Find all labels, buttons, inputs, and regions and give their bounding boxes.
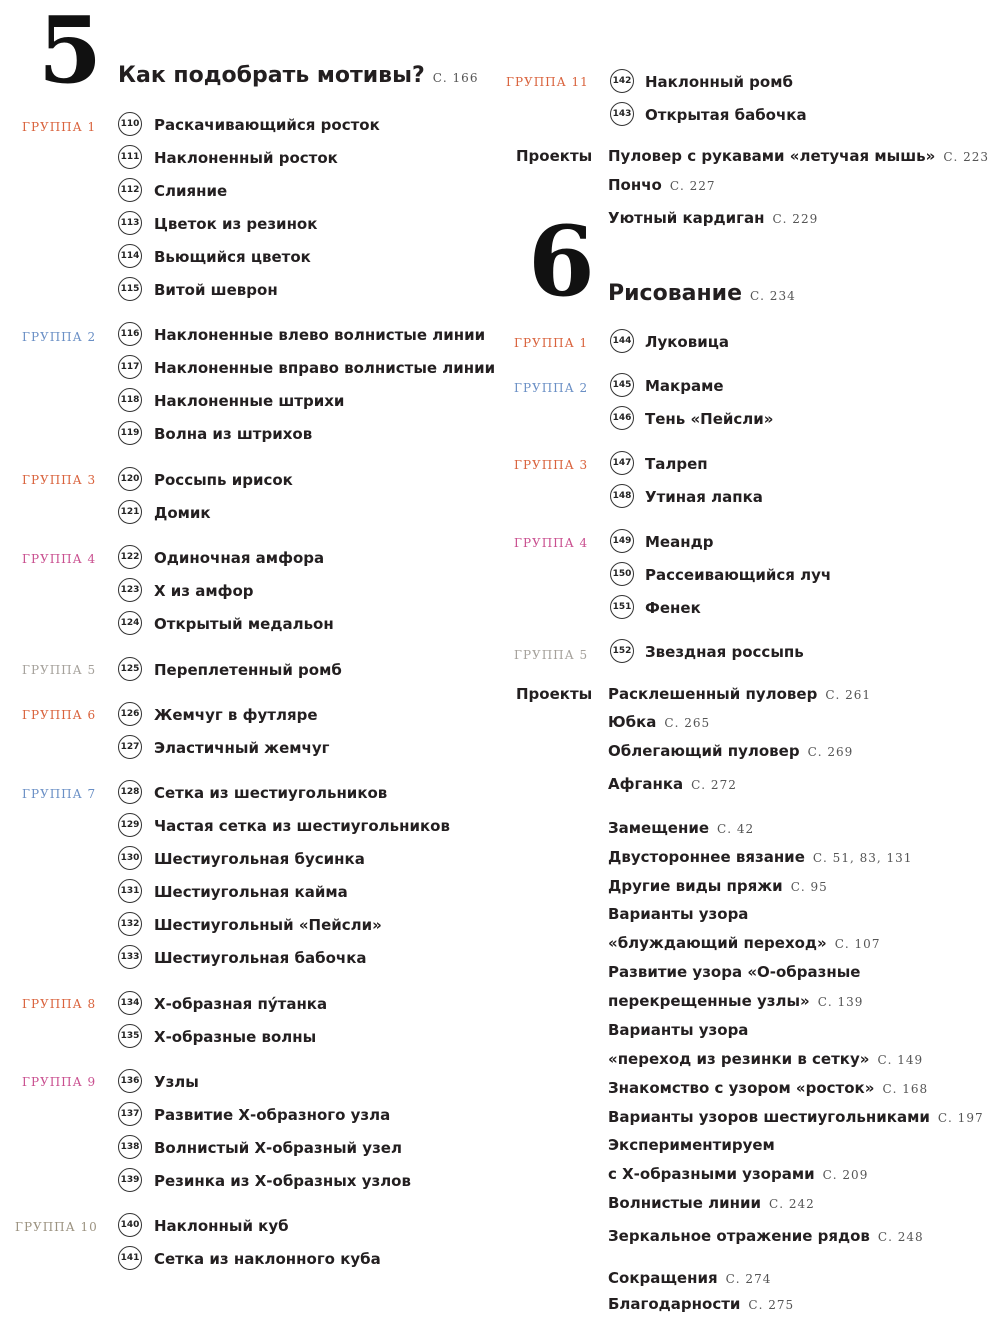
motif-row[interactable] [118,1102,142,1126]
motif-row[interactable] [118,145,142,169]
ch5-group-7-label: ГРУППА 7 [22,787,97,801]
reference-name: Знакомство с узором «росток» [608,1079,875,1097]
project-page: С. 227 [669,179,716,193]
motif-name[interactable]: Вьющийся цветок [154,248,311,266]
motif-name[interactable]: Утиная лапка [645,488,763,506]
motif-number-badge: 142 [610,69,634,93]
ch6-group-3-label: ГРУППА 3 [514,458,589,472]
motif-name[interactable]: Наклонный куб [154,1217,289,1235]
motif-name[interactable]: Шестиугольная кайма [154,883,348,901]
project-entry[interactable] [608,175,716,196]
motif-number-badge: 144 [610,329,634,353]
reference-entry[interactable] [608,847,912,868]
motif-row[interactable] [118,467,142,491]
motif-name[interactable]: Домик [154,504,211,522]
reference-name: Волнистые линии [608,1194,762,1212]
motif-name[interactable]: Цветок из резинок [154,215,318,233]
motif-number-badge: 147 [610,451,634,475]
motif-number-badge: 128 [118,780,142,804]
motif-number-badge: 138 [118,1135,142,1159]
chapter-6-page: С. 234 [750,289,796,303]
reference-entry[interactable] [608,1020,748,1040]
reference-entry[interactable] [608,904,748,924]
project-entry[interactable] [608,684,871,705]
chapter-5-page: С. 166 [432,71,479,85]
motif-row[interactable] [610,373,634,397]
reference-name: с Х-образными узорами [608,1165,815,1183]
motif-number-badge: 126 [118,702,142,726]
project-entry[interactable] [608,712,710,733]
project-name: Афганка [608,775,684,793]
motif-number-badge: 132 [118,912,142,936]
motif-row[interactable] [118,611,142,635]
reference-entry[interactable] [608,1078,928,1099]
motif-row[interactable] [118,1069,142,1093]
motif-name[interactable]: Наклоненный росток [154,149,338,167]
ch6-group-2-label: ГРУППА 2 [514,381,589,395]
reference-entry[interactable] [608,818,754,839]
motif-number-badge: 141 [118,1246,142,1270]
motif-number-badge: 117 [118,355,142,379]
motif-row[interactable] [118,1168,142,1192]
reference-name: Двустороннее вязание [608,848,805,866]
chapter-5-title: Как подобрать мотивы? [118,63,425,88]
motif-row[interactable] [610,102,634,126]
reference-name: Экспериментируем [608,1136,775,1154]
motif-row[interactable] [118,991,142,1015]
motif-name[interactable]: Х из амфор [154,582,254,600]
reference-entry[interactable] [608,991,863,1012]
reference-page: С. 95 [790,880,828,894]
motif-row[interactable] [610,639,634,663]
project-page: С. 229 [772,212,819,226]
motif-name[interactable]: Слияние [154,182,228,200]
motif-row[interactable] [118,578,142,602]
motif-name[interactable]: Эластичный жемчуг [154,739,330,757]
project-page: С. 261 [825,688,872,702]
reference-page: С. 274 [725,1272,772,1286]
motif-number-badge: 131 [118,879,142,903]
motif-name[interactable]: Рассеивающийся луч [645,566,832,584]
motif-number-badge: 130 [118,846,142,870]
reference-page: С. 209 [822,1168,869,1182]
motif-name[interactable]: Макраме [645,377,724,395]
reference-name: Варианты узора [608,1021,749,1039]
reference-name: «блуждающий переход» [608,934,827,952]
motif-number-badge: 148 [610,484,634,508]
motif-name[interactable]: Наклоненные штрихи [154,392,345,410]
ch5-group-9-label: ГРУППА 9 [22,1075,97,1089]
motif-row[interactable] [118,277,142,301]
motif-row[interactable] [118,1024,142,1048]
chapter-6-number: 6 [528,205,595,318]
project-name: Юбка [608,713,657,731]
project-page: С. 272 [691,778,737,792]
reference-page: С. 275 [748,1298,795,1312]
ch5-group-10-label: ГРУППА 10 [15,1220,98,1234]
project-page: С. 265 [664,716,711,730]
motif-number-badge: 151 [610,595,634,619]
motif-name[interactable]: Звездная россыпь [645,643,804,661]
reference-page: С. 42 [717,822,755,836]
motif-number-badge: 124 [118,611,142,635]
motif-row[interactable] [118,500,142,524]
project-entry[interactable] [608,208,818,229]
project-entry[interactable] [608,774,737,795]
motif-name[interactable]: Раскачивающийся росток [154,116,380,134]
motif-name[interactable]: Резинка из Х-образных узлов [154,1172,411,1190]
project-name: Пуловер с рукавами «летучая мышь» [608,147,936,165]
chapter-5-heading[interactable] [118,62,478,92]
motif-row[interactable] [610,329,634,353]
reference-name: Зеркальное отражение рядов [608,1227,870,1245]
project-name: Расклешенный пуловер [608,685,818,703]
reference-page: С. 149 [877,1053,924,1067]
motif-row[interactable] [610,484,634,508]
motif-number-badge: 150 [610,562,634,586]
chapter-6-title: Рисование [608,281,742,306]
projects-label-ch6: Проекты [516,685,593,703]
motif-row[interactable] [610,451,634,475]
motif-number-badge: 133 [118,945,142,969]
reference-name: Замещение [608,819,710,837]
reference-page: С. 242 [769,1197,815,1211]
ch5-group-6-label: ГРУППА 6 [22,708,97,722]
motif-number-badge: 152 [610,639,634,663]
reference-name: Благодарности [608,1295,741,1313]
motif-number-badge: 111 [118,145,142,169]
reference-name: перекрещенные узлы» [608,992,810,1010]
motif-number-badge: 119 [118,421,142,445]
reference-entry[interactable] [608,1164,868,1185]
motif-name[interactable]: Витой шеврон [154,281,278,299]
motif-number-badge: 110 [118,112,142,136]
motif-number-badge: 140 [118,1213,142,1237]
motif-name[interactable]: Переплетенный ромб [154,661,342,679]
motif-row[interactable] [118,1213,142,1237]
reference-entry[interactable] [608,1268,771,1289]
project-page: С. 223 [943,150,989,164]
motif-name[interactable]: Х-образная пу́танка [154,995,328,1013]
motif-name[interactable]: Талреп [645,455,708,473]
motif-name[interactable]: Узлы [154,1073,199,1091]
reference-entry[interactable] [608,1226,924,1247]
motif-number-badge: 129 [118,813,142,837]
reference-entry[interactable] [608,1049,923,1070]
project-page: С. 269 [807,745,854,759]
motif-row[interactable] [118,813,142,837]
ch6-group-4-label: ГРУППА 4 [514,536,589,550]
motif-name[interactable]: Россыпь ирисок [154,471,293,489]
motif-row[interactable] [118,112,142,136]
ch5-group-8-label: ГРУППА 8 [22,997,97,1011]
reference-name: «переход из резинки в сетку» [608,1050,870,1068]
motif-row[interactable] [118,388,142,412]
motif-number-badge: 127 [118,735,142,759]
project-name: Пончо [608,176,662,194]
projects-label-ch5: Проекты [516,147,593,165]
motif-number-badge: 143 [610,102,634,126]
ch6-group-5-label: ГРУППА 5 [514,648,589,662]
project-name: Уютный кардиган [608,209,765,227]
reference-entry[interactable] [608,1107,984,1128]
motif-name[interactable]: Х-образные волны [154,1028,317,1046]
motif-row[interactable] [118,912,142,936]
motif-number-badge: 116 [118,322,142,346]
motif-name[interactable]: Волна из штрихов [154,425,313,443]
reference-name: Другие виды пряжи [608,877,783,895]
reference-page: С. 139 [817,995,864,1009]
motif-row[interactable] [118,879,142,903]
ch5-group-3-label: ГРУППА 3 [22,473,97,487]
motif-name[interactable]: Луковица [645,333,729,351]
motif-name[interactable]: Тень «Пейсли» [645,410,774,428]
motif-name[interactable]: Наклоненные влево волнистые линии [154,326,486,344]
motif-row[interactable] [118,1246,142,1270]
reference-page: С. 248 [877,1230,924,1244]
reference-page: С. 51, 83, 131 [812,851,913,865]
motif-row[interactable] [118,780,142,804]
motif-row[interactable] [118,1135,142,1159]
motif-row[interactable] [118,702,142,726]
motif-row[interactable] [118,735,142,759]
ch5-group-5-label: ГРУППА 5 [22,663,97,677]
motif-row[interactable] [610,69,634,93]
ch5-group-4-label: ГРУППА 4 [22,552,97,566]
motif-number-badge: 121 [118,500,142,524]
reference-page: С. 107 [834,937,881,951]
motif-number-badge: 136 [118,1069,142,1093]
motif-row[interactable] [610,406,634,430]
motif-row[interactable] [118,211,142,235]
motif-row[interactable] [118,545,142,569]
motif-name[interactable]: Открытый медальон [154,615,334,633]
motif-row[interactable] [610,595,634,619]
motif-row[interactable] [118,322,142,346]
motif-number-badge: 113 [118,211,142,235]
motif-name[interactable]: Одиночная амфора [154,549,325,567]
ch6-group-1-label: ГРУППА 1 [514,336,589,350]
motif-name[interactable]: Сетка из наклонного куба [154,1250,381,1268]
reference-entry[interactable] [608,1135,775,1155]
motif-number-badge: 125 [118,657,142,681]
chapter-6-heading[interactable] [608,280,796,310]
reference-entry[interactable] [608,933,880,954]
reference-name: Сокращения [608,1269,718,1287]
reference-name: Развитие узора «О-образные [608,963,861,981]
reference-entry[interactable] [608,876,828,897]
motif-row[interactable] [610,562,634,586]
project-name: Облегающий пуловер [608,742,800,760]
motif-name[interactable]: Фенек [645,599,701,617]
motif-number-badge: 118 [118,388,142,412]
reference-name: Варианты узора [608,905,749,923]
ch5-group-1-label: ГРУППА 1 [22,120,97,134]
ch5-group-11-label: ГРУППА 11 [506,75,589,89]
motif-number-badge: 139 [118,1168,142,1192]
motif-name[interactable]: Шестиугольный «Пейсли» [154,916,382,934]
motif-number-badge: 149 [610,529,634,553]
motif-name[interactable]: Наклонный ромб [645,73,793,91]
motif-number-badge: 135 [118,1024,142,1048]
chapter-5-number: 5 [38,0,103,104]
motif-row[interactable] [118,657,142,681]
motif-number-badge: 112 [118,178,142,202]
motif-name[interactable]: Волнистый Х-образный узел [154,1139,402,1157]
motif-number-badge: 114 [118,244,142,268]
motif-row[interactable] [118,355,142,379]
motif-number-badge: 123 [118,578,142,602]
ch5-group-2-label: ГРУППА 2 [22,330,97,344]
motif-name[interactable]: Сетка из шестиугольников [154,784,388,802]
motif-row[interactable] [118,846,142,870]
motif-number-badge: 146 [610,406,634,430]
motif-name[interactable]: Частая сетка из шестиугольников [154,817,450,835]
motif-row[interactable] [118,178,142,202]
reference-entry[interactable] [608,1193,815,1214]
project-entry[interactable] [608,146,989,167]
motif-row[interactable] [118,945,142,969]
motif-row[interactable] [610,529,634,553]
motif-name[interactable]: Шестиугольная бусинка [154,850,365,868]
motif-number-badge: 115 [118,277,142,301]
motif-name[interactable]: Жемчуг в футляре [154,706,318,724]
reference-entry[interactable] [608,962,860,982]
motif-number-badge: 145 [610,373,634,397]
motif-number-badge: 137 [118,1102,142,1126]
reference-page: С. 197 [937,1111,984,1125]
motif-number-badge: 134 [118,991,142,1015]
motif-name[interactable]: Развитие Х-образного узла [154,1106,391,1124]
motif-name[interactable]: Открытая бабочка [645,106,807,124]
reference-entry[interactable] [608,1294,794,1315]
motif-number-badge: 120 [118,467,142,491]
reference-page: С. 168 [882,1082,929,1096]
motif-row[interactable] [118,244,142,268]
motif-name[interactable]: Шестиугольная бабочка [154,949,367,967]
project-entry[interactable] [608,741,853,762]
motif-name[interactable]: Меандр [645,533,714,551]
motif-name[interactable]: Наклоненные вправо волнистые линии [154,359,496,377]
motif-number-badge: 122 [118,545,142,569]
motif-row[interactable] [118,421,142,445]
reference-name: Варианты узоров шестиугольниками [608,1108,930,1126]
